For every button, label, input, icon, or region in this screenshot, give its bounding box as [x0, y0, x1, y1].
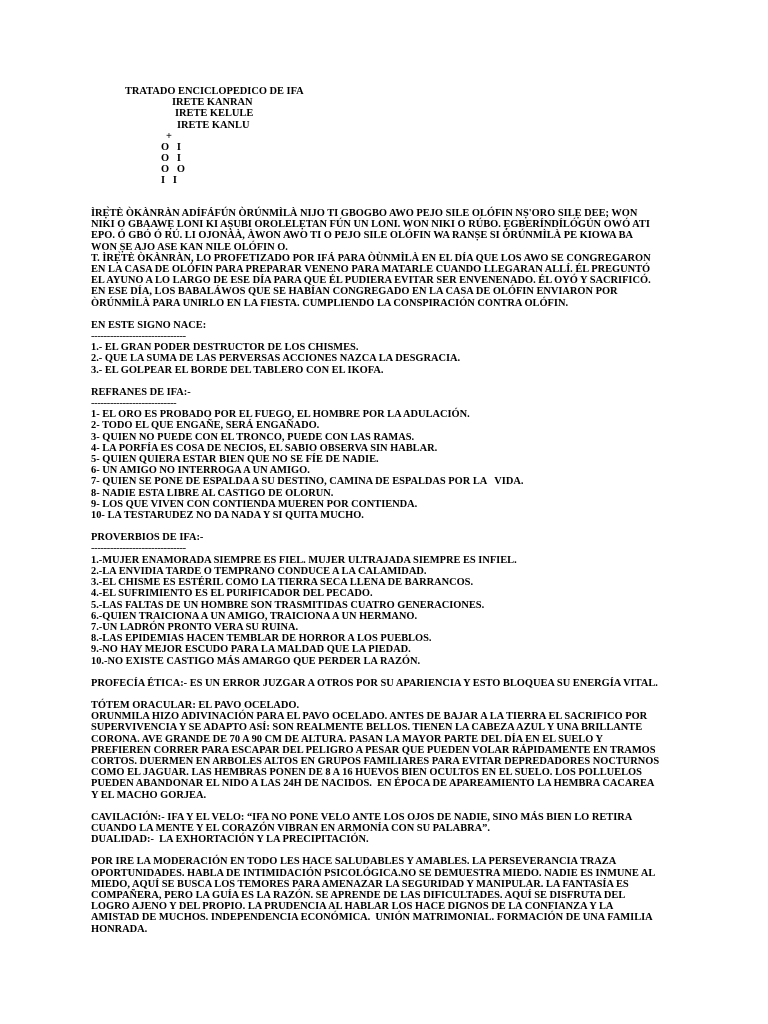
document-body [91, 208, 681, 935]
totem-line: PREFIEREN CORRER PARA ESCAPAR DEL PELIGRO A PESAR QUE PUEDEN VOLAR RÁPIDAMENTE EN TRAMOS [91, 744, 656, 756]
moderacion-line: MIEDO, AQUÍ SE BUSCA LOS TEMORES PARA AMENAZAR LA SEGURIDAD Y MANIPULAR. LA FANTASÍA ES [91, 878, 629, 890]
list-item: 2.-LA ENVIDIA TARDE O TEMPRANO CONDUCE A LA CALAMIDAD. [91, 565, 427, 577]
totem-line: CORTOS. DUERMEN EN ARBOLES ALTOS EN GRUPOS FAMILIARES PARA EVITAR DEPREDADORES NOCTURNOS [91, 755, 660, 767]
odu-name: IRETE KANLU [177, 120, 250, 131]
totem-line: ORUNMILA HIZO ADIVINACIÓN PARA EL PAVO OCELADO. ANTES DE BAJAR A LA TIERRA EL SACRIFICO POR [91, 711, 648, 723]
odu-name: IRETE KELULE [175, 108, 254, 119]
list-item: 2- TODO EL QUE ENGAÑE, SERÁ ENGAÑADO. [91, 420, 320, 432]
cavilacion-section [91, 812, 681, 846]
list-item: 6.-QUIEN TRAICIONA A UN AMIGO, TRAICIONA A UN HERMANO. [91, 610, 418, 622]
section-heading: REFRANES DE IFA:- [91, 386, 191, 398]
moderacion-line: COMPAÑERA, PERO LA GUÍA ES LA RAZÓN. SE APRENDE DE LAS DIFICULTADES. AQUÍ SE DISFRUTA DEL [91, 889, 626, 901]
moderacion-line: AMISTAD DE MUCHOS. INDEPENDENCIA ECONÓMICA. UNIÓN MATRIMONIAL. FORMACIÓN DE UNA FAMILIA [91, 912, 653, 924]
moderacion-section [91, 856, 681, 934]
treatise-title: TRATADO ENCICLOPEDICO DE IFA [125, 86, 304, 97]
list-item: 3- QUIEN NO PUEDE CON EL TRONCO, PUEDE CON LAS RAMAS. [91, 431, 415, 443]
list-item: 4.-EL SUFRIMIENTO ES EL PURIFICADOR DEL PECADO. [91, 588, 373, 600]
totem-line: SUPERVIVENCIA Y SE ADAPTO ASÍ: SON REALMENTE BELLOS. TIENEN LA CABEZA AZUL Y UNA BRILLANTE [91, 722, 643, 734]
moderacion-line: HONRADA. [91, 923, 148, 935]
totem-line: PUEDEN ABANDONAR EL NIDO A LAS 24H DE NACIDOS. EN ÉPOCA DE APAREAMIENTO LA HEMBRA CACAREA [91, 778, 655, 790]
totem-line: TÓTEM ORACULAR: EL PAVO OCELADO. [91, 699, 300, 711]
intro-line: ÒRÚNMÌLÀ PARA UNIRLO EN LA FIESTA. CUMPLIENDO LA CONSPIRACIÓN CONTRA OLÓFIN. [91, 297, 569, 309]
moderacion-line: OPORTUNIDADES. HABLA DE INTIMIDACIÓN PSICOLÓGICA.NO SE DEMUESTRA MIEDO. NADIE ES INMUNE AL [91, 867, 656, 879]
intro-section [91, 208, 681, 309]
section-heading: EN ESTE SIGNO NACE: [91, 319, 207, 331]
proverbios-section [91, 532, 681, 666]
list-item: 2.- QUE LA SUMA DE LAS PERVERSAS ACCIONES NAZCA LA DESGRACIA. [91, 353, 461, 365]
refranes-section [91, 387, 681, 521]
list-item: 10- LA TESTARUDEZ NO DA NADA Y SI QUITA MUCHO. [91, 510, 364, 522]
intro-line: NIKI O GBAAWẸ LONI KI AṢUBI OROLELẸTAN FÚN UN LONI. WON NIKI O RÚBO. ẸGBERÍNDÍLÓGÚN OWÓ ATI [91, 219, 650, 231]
intro-line: WON ṢE AJO ASE KAN NILE OLÓFIN O. [91, 241, 288, 253]
list-item: 1.-MUJER ENAMORADA SIEMPRE ES FIEL. MUJER ULTRAJADA SIEMPRE ES INFIEL. [91, 554, 517, 566]
section-heading: PROVERBIOS DE IFA:- [91, 532, 204, 544]
list-item: 9.-NO HAY MEJOR ESCUDO PARA LA MALDAD QUE LA PIEDAD. [91, 644, 411, 656]
intro-line: EL AYUNO A LO LARGO DE ESE DÍA PARA QUE ÉL PUDIERA EVITAR SER ENVENENADO. ÉL OYÓ Y SACRIFICÓ. [91, 275, 651, 287]
cavilacion-line: CAVILACIÓN:- IFA Y EL VELO: “IFA NO PONE VELO ANTE LOS OJOS DE NADIE, SINO MÁS BIEN LO RETIRA [91, 811, 633, 823]
list-item: 1.- EL GRAN PODER DESTRUCTOR DE LOS CHISMES. [91, 342, 359, 354]
profecia-line: PROFECÍA ÉTICA:- ES UN ERROR JUZGAR A OTROS POR SU APARIENCIA Y ESTO BLOQUEA SU ENERGÍA VITAL. [91, 677, 658, 689]
moderacion-line: POR IRE LA MODERACIÓN EN TODO LES HACE SALUDABLES Y AMABLES. LA PERSEVERANCIA TRAZA [91, 856, 617, 868]
list-item: 8- NADIE ESTA LIBRE AL CASTIGO DE OLORUN. [91, 487, 334, 499]
cavilacion-line: DUALIDAD:- LA EXHORTACIÓN Y LA PRECIPITACIÓN. [91, 834, 369, 846]
list-item: 5- QUIEN QUIERA ESTAR BIEN QUE NO SE FÍE DE NADIE. [91, 454, 379, 466]
list-item: 5.-LAS FALTAS DE UN HOMBRE SON TRASMITIDAS CUATRO GENERACIONES. [91, 599, 485, 611]
divider: ------------------------------ [91, 543, 186, 555]
list-item: 4- LA PORFÍA ES COSA DE NECIOS, EL SABIO OBSERVA SIN HABLAR. [91, 442, 438, 454]
odu-mark-row: O I [161, 142, 181, 153]
totem-section [91, 700, 681, 801]
intro-line: EN LA CASA DE OLÓFIN PARA PREPARAR VENENO PARA MATARLE CUANDO LLEGARAN ALLÍ. ÉL PREGUNTÓ [91, 264, 651, 276]
plus-sign: + [166, 131, 172, 142]
moderacion-line: LOGRO AJENO Y DEL PROPIO. LA PRUDENCIA AL HABLAR LOS HACE DIGNOS DE LA CONFIANZA Y LA [91, 901, 614, 913]
signo-section [91, 320, 681, 376]
list-item: 1- EL ORO ES PROBADO POR EL FUEGO, EL HOMBRE POR LA ADULACIÓN. [91, 409, 470, 421]
list-item: 7.-UN LADRÓN PRONTO VERA SU RUINA. [91, 621, 299, 633]
totem-line: CORONA. AVE GRANDE DE 70 A 90 CM DE ALTURA. PASAN LA MAYOR PARTE DEL DÍA EN EL SUELO Y [91, 733, 604, 745]
intro-line: EPO. Ó GBÓ Ó RÚ. LI OJONÀÀ, ÀWON AWO TI O PEJO SILE OLÓFIN WA RANṢE SI ÒRÚNMÌLÀ PE KIOWA BA [91, 230, 634, 242]
intro-line: T. ÌRẸ̀TÈ ÒKÀNRÀN, LO PROFETIZADO POR IFÁ PARA ÒÙNMÌLÀ EN EL DÍA QUE LOS AWO SE CONGREGARON [91, 252, 651, 264]
cavilacion-line: CUANDO LA MENTE Y EL CORAZÓN VIBRAN EN ARMONÍA CON SU PALABRA”. [91, 822, 490, 834]
divider: --------------------------- [91, 398, 177, 410]
profecia-section [91, 678, 681, 689]
list-item: 3.-EL CHISME ES ESTÉRIL COMO LA TIERRA SECA LLENA DE BARRANCOS. [91, 577, 474, 589]
odu-mark-row: O O [161, 164, 185, 175]
totem-line: COMO EL JAGUAR. LAS HEMBRAS PONEN DE 8 A 16 HUEVOS BIEN OCULTOS EN EL SUELO. LOS POLLUELOS [91, 767, 642, 779]
intro-line: EN ESE DÍA, LOS BABALÁWOS QUE SE HABÍAN CONGREGADO EN LA CASA DE OLÓFIN ENVIARON POR [91, 286, 618, 298]
odu-mark-row: O I [161, 153, 181, 164]
list-item: 9- LOS QUE VIVEN CON CONTIENDA MUEREN POR CONTIENDA. [91, 498, 418, 510]
list-item: 7- QUIEN SE PONE DE ESPALDA A SU DESTINO, CAMINA DE ESPALDAS POR LA VIDA. [91, 476, 524, 488]
list-item: 6- UN AMIGO NO INTERROGA A UN AMIGO. [91, 465, 310, 477]
odu-mark-row: I I [161, 175, 177, 186]
intro-line: ÌRẸ̀TÈ ÒKÀNRÀN ADÍFÁFÚN ÒRÚNMÌLÀ NIJO TI GBOGBO AWO PEJO SILE OLÓFIN NṢ'ORO SILẸ DEE; WON [91, 208, 638, 219]
odu-name: IRETE KANRAN [172, 97, 253, 108]
list-item: 10.-NO EXISTE CASTIGO MÁS AMARGO QUE PERDER LA RAZÓN. [91, 655, 421, 667]
list-item: 3.- EL GOLPEAR EL BORDE DEL TABLERO CON EL IKOFA. [91, 364, 384, 376]
divider: ------------------------------ [91, 331, 186, 343]
totem-line: Y EL MACHO GORJEA. [91, 789, 207, 801]
list-item: 8.-LAS EPIDEMIAS HACEN TEMBLAR DE HORROR A LOS PUEBLOS. [91, 633, 432, 645]
